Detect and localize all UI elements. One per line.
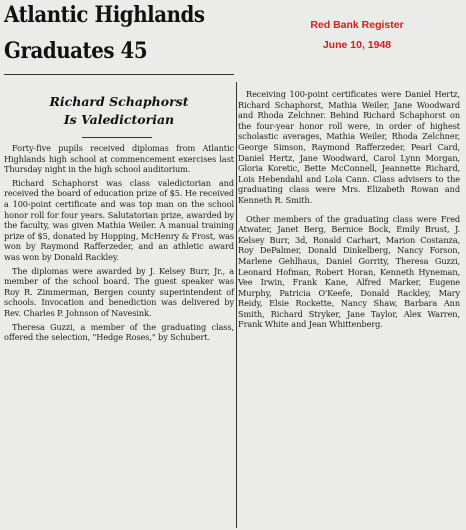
headline-line-1: Atlantic Highlands [4,2,205,28]
subhead-line-1: Richard Schaphorst [49,94,189,109]
article-paragraph: Other members of the graduating class were Fred Atwater, Janet Berg, Bernice Bock, Emily Brust, J. Kelsey Burr, 3d, Ronald Carhart, Marion Costanza, Roy DePalmer, Donald Dinkelberg, Nancy Forson, Marlene Gehlhaus, Daniel Gorrity, Theresa Guzzi, Leonard Hofman, Robert Horan, Kenneth Hyneman, Vee Irwin, Frank Kane, Alfred Marker, Eugene Murphy, Patricia O'Keefe, Donald Rackley, Mary Reidy, Elsie Rockette, Nancy Shaw, Barbara Ann Smith, Richard Stryker, Jane Taylor, Alex Warren, Frank White and Jean Whittenberg. [238,213,460,330]
article-paragraph: Forty-five pupils received diplomas from Atlantic Highlands high school at commencement exercises last Thursday night in the high school auditorium. [4,143,234,175]
column-divider [236,82,237,528]
article-paragraph: The diplomas were awarded by J. Kelsey Burr, Jr., a member of the school board. The guest speaker was Roy R. Zimmerman, Bergen county superintendent of schools. Invocation and benediction was delivered by Rev. Charles P. Johnson of Navesink. [4,265,234,318]
article-paragraph: Receiving 100-point certificates were Daniel Hertz, Richard Schaphorst, Mathia Weiler, Jane Woodward and Rhoda Zelchner. Behind Richard Schaphorst on the four-year honor roll were, in order of highest scholastic averages, Mathia Weiler, Rhoda Zelchner, George Simson, Raymond Rafferzeder, Pearl Card, Daniel Hertz, Jane Woodward, Carol Lynn Morgan, Gloria Koretic, Bette McConnell, Jeannette Richard, Lois Hebendahl and Lola Cann. Class advisers to the graduating class were Mrs. Elizabeth Rowan and Kenneth R. Smith. [238,89,460,205]
article-paragraph: Richard Schaphorst was class valedictorian and received the board of education prize of $5. He received a 100-point certificate and was top man on the school honor roll for four years. Salutatorian prize, awarded by the faculty, was given Mathia Weiler. A manual training prize of $5, donated by Hopping, McHenry & Frost, was won by Raymond Rafferzeder, and an athletic award was won by Donald Rackley. [4,177,234,262]
article-right-column [238,89,460,330]
source-date: June 10, 1948 [322,39,392,51]
subhead-line-2: Is Valedictorian [63,112,175,127]
source-publication: Red Bank Register [310,19,404,31]
headline-line-2: Graduates 45 [4,38,148,64]
subhead-rule [82,137,152,138]
article-paragraph: Theresa Guzzi, a member of the graduating class, offered the selection, "Hedge Roses," by Schubert. [4,321,234,343]
headline-rule [4,74,234,75]
article-left-column [4,143,234,343]
